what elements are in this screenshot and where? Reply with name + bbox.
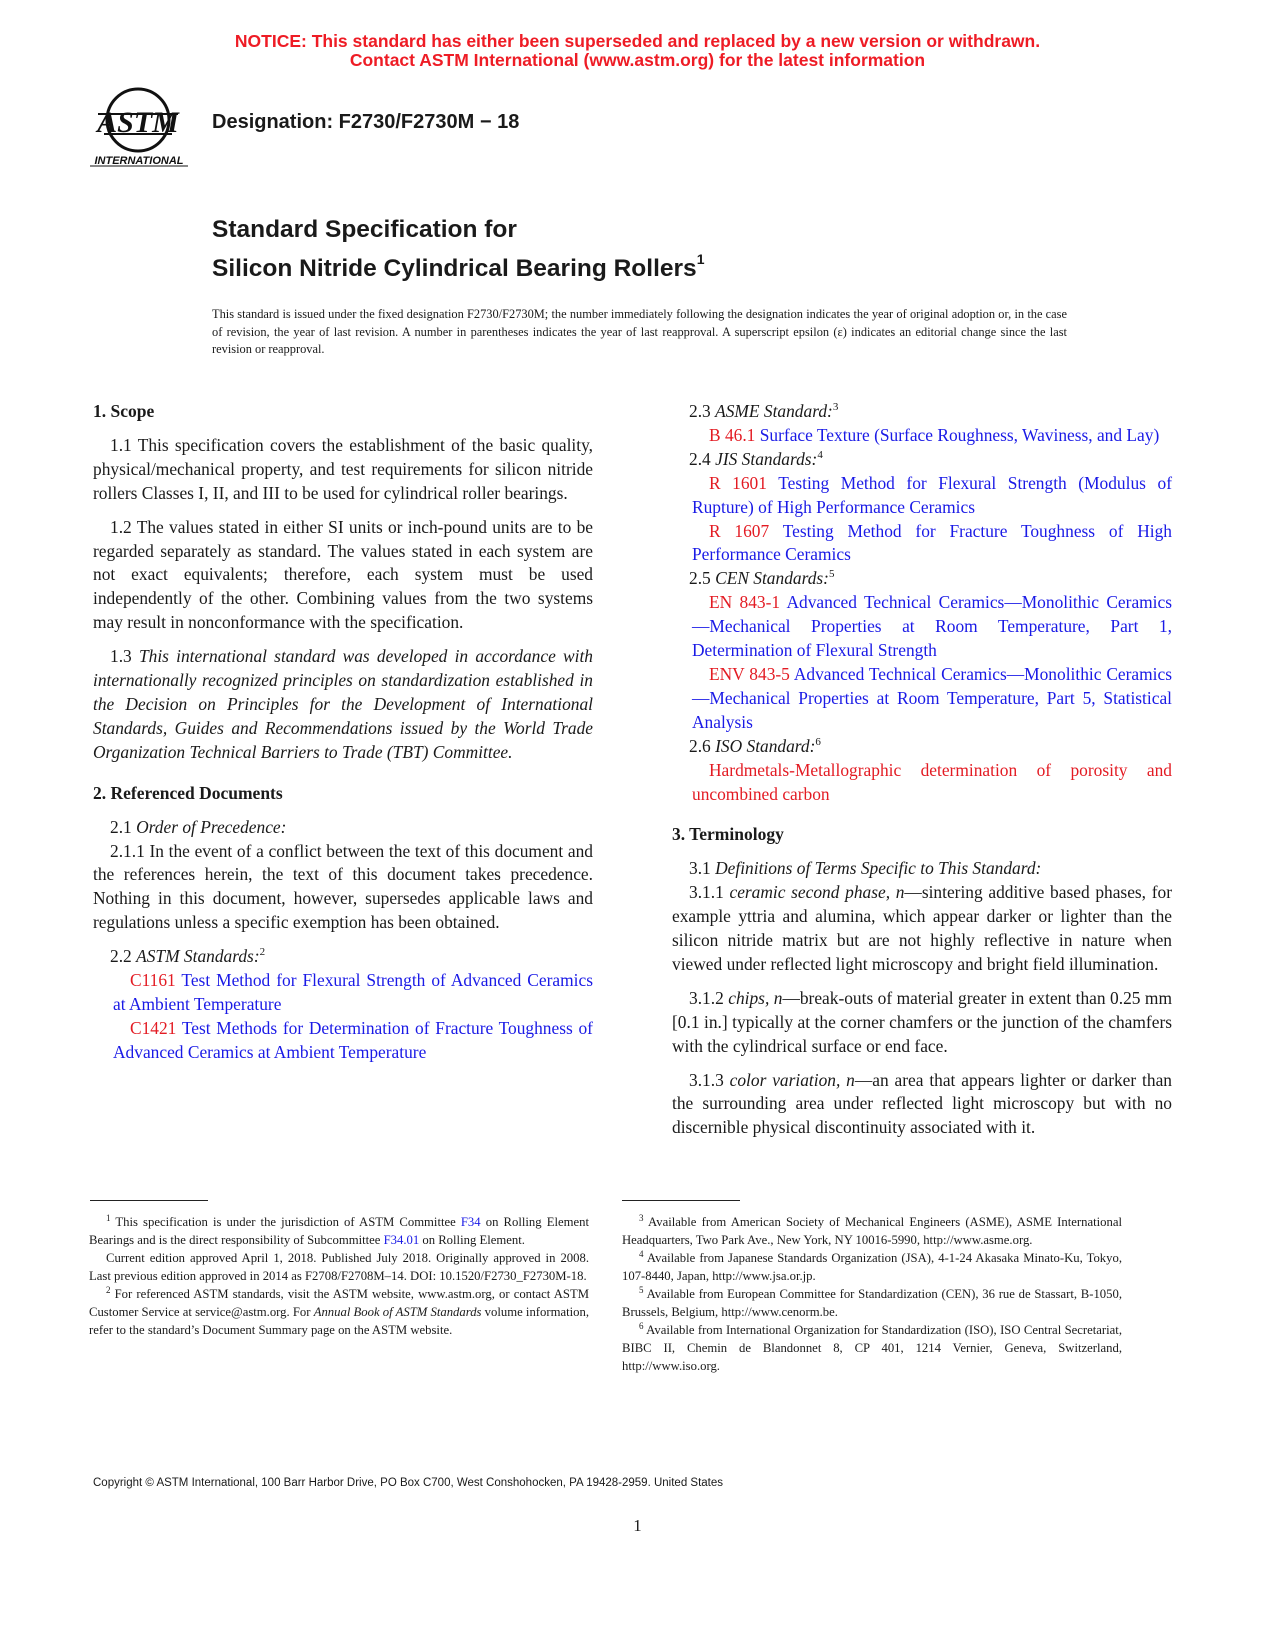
para-2-3: 2.3 ASME Standard:$^3$ [689, 401, 839, 421]
ref-c1421[interactable]: C1421 Test Methods for Determination of Fracture Toughness of Advanced Ceramics at Ambient Temperature [113, 1017, 593, 1062]
footnotes-right [622, 1213, 1122, 1375]
para-2-1: 2.1 Order of Precedence: [110, 816, 287, 837]
withdrawal-notice [0, 32, 1275, 70]
ref-en843-1[interactable]: EN 843-1 Advanced Technical Ceramics—Monolithic Ceramics—Mechanical Properties at Room Temperature, Part 1, Determination of Flexural Strength [692, 592, 1173, 661]
right-column [672, 400, 1172, 1140]
footnotes-left [89, 1213, 589, 1339]
para-2-2: 2.2 ASTM Standards:$^2$ [110, 946, 266, 967]
notice-line-1: NOTICE: This standard has either been superseded and replaced by a new version or withdrawn. [234, 31, 1041, 51]
para-1-1: 1.1 This specification covers the establishment of the basic quality, physical/mechanical property, and test requirements for silicon nitride rollers Classes I, II, and III to be used for cylindrical roller bearings. [93, 434, 593, 503]
para-2-5: 2.5 CEN Standards:$^5$ [689, 568, 835, 589]
left-column [93, 400, 593, 1065]
footnote-4: $^4$ Available from Japanese Standards Organization (JSA), 4-1-24 Akasaka Minato-Ku, Tokyo, 107-8440, Japan, http://www.jsa.or.jp. [622, 1248, 1122, 1283]
logo-international: INTERNATIONAL [94, 155, 184, 167]
document-title [212, 214, 704, 285]
footnote-rule-left [90, 1200, 208, 1201]
footnote-1-edition: Current edition approved April 1, 2018. Published July 2018. Originally approved in 2008. Last previous edition approved in 2014 as F2708/F2708M–14. DOI: 10.1520/F2730_F2730M-18. [89, 1251, 589, 1283]
copyright: Copyright © ASTM International, 100 Barr Harbor Drive, PO Box C700, West Conshohocken, PA 19428-2959. United States [93, 1477, 724, 1489]
footnote-rule-right [622, 1200, 740, 1201]
page-number: 1 [633, 1516, 642, 1535]
footnote-5: $^5$ Available from European Committee for Standardization (CEN), 36 rue de Stassart, B-1050, Brussels, Belgium, http://www.cenorm.be. [622, 1284, 1122, 1319]
para-2-1-1: 2.1.1 In the event of a conflict between the text of this document and the references herein, the text of this document takes precedence. Nothing in this document, however, supersedes applicable laws and regulations unless a specific exemption has been obtained. [93, 840, 593, 933]
term-3-1-2: 3.1.2 chips, n—break-outs of material greater in extent than 0.25 mm [0.1 in.] typically at the corner chamfers or the junction of the chamfers with the cylindrical surface or end face. [672, 987, 1172, 1056]
footnote-3: $^3$ Available from American Society of Mechanical Engineers (ASME), ASME International Headquarters, Two Park Ave., New York, NY 10016-5990, http://www.asme.org. [622, 1212, 1122, 1247]
section-2-heading: 2. Referenced Documents [93, 782, 283, 803]
para-1-3: 1.3 This international standard was developed in accordance with internationally recognized principles on standardization established in the Decision on Principles for the Development of International Standards, Guides and Recommendations issued by the World Trade Organization Technical Barriers to Trade (TBT) Committee. [93, 646, 593, 762]
term-3-1-3: 3.1.3 color variation, n—an area that appears lighter or darker than the surrounding area under reflected light microscopy but with no discernible physical discontinuity associated with it. [672, 1069, 1172, 1138]
section-1-heading: 1. Scope [93, 401, 155, 421]
issuance-note: This standard is issued under the fixed designation F2730/F2730M; the number immediately following the designation indicates the year of original adoption or, in the case of revision, the year of last revision. A number in parentheses indicates the year of last reapproval. A superscript epsilon (ε) indicates an editorial change since the last revision or reapproval. [212, 307, 1067, 356]
link-f34-01[interactable]: F34.01 [383, 1233, 420, 1247]
ref-r1607[interactable]: R 1607 Testing Method for Fracture Toughness of High Performance Ceramics [692, 520, 1172, 565]
title-line-1: Standard Specification for [212, 216, 517, 243]
logo-letters: ASTM [97, 106, 179, 139]
ref-iso-porosity[interactable]: Hardmetals-Metallographic determination of porosity and uncombined carbon [692, 759, 1172, 804]
link-f34[interactable]: F34 [460, 1215, 481, 1229]
footnote-6: $^6$ Available from International Organization for Standardization (ISO), ISO Central Secretariat, BIBC II, Chemin de Blandonnet 8, CP 401, 1214 Vernier, Geneva, Switzerland, http://www.iso.org. [622, 1320, 1122, 1373]
ref-c1161[interactable]: C1161 Test Method for Flexural Strength of Advanced Ceramics at Ambient Temperature [113, 970, 593, 1014]
footnote-2: $^2$ For referenced ASTM standards, visit the ASTM website, www.astm.org, or contact ASTM Customer Service at service@astm.org. For Annual Book of ASTM Standards volume information, refer to the standard’s Document Summary page on the ASTM website. [89, 1284, 589, 1337]
ref-r1601[interactable]: R 1601 Testing Method for Flexural Strength (Modulus of Rupture) of High Performance Ceramics [692, 472, 1172, 517]
para-2-6: 2.6 ISO Standard:$^6$ [689, 735, 821, 756]
ref-env843-5[interactable]: ENV 843-5 Advanced Technical Ceramics—Monolithic Ceramics—Mechanical Properties at Room Temperature, Part 5, Statistical Analysis [692, 663, 1172, 732]
designation: Designation: F2730/F2730M − 18 [212, 111, 520, 133]
para-3-1: 3.1 Definitions of Terms Specific to This Standard: [689, 858, 1042, 879]
title-line-2: Silicon Nitride Cylindrical Bearing Rollers [212, 255, 697, 283]
para-1-2: 1.2 The values stated in either SI units or inch-pound units are to be regarded separately as standard. The values stated in each system are not exact equivalents; therefore, each system must be used independently of the other. Combining values from the two systems may result in nonconformance with the specification. [93, 516, 593, 633]
section-3-heading: 3. Terminology [672, 824, 784, 845]
footnote-1: $^1$ This specification is under the jurisdiction of ASTM Committee F34 on Rolling Element Bearings and is the direct responsibility of Subcommittee F34.01 on Rolling Element. [89, 1212, 589, 1247]
ref-b46-1[interactable]: B 46.1 Surface Texture (Surface Roughness, Waviness, and Lay) [709, 424, 1160, 445]
notice-line-2: Contact ASTM International (www.astm.org) for the latest information [349, 50, 926, 70]
para-2-4: 2.4 JIS Standards:$^4$ [689, 448, 823, 469]
term-3-1-1: 3.1.1 ceramic second phase, n—sintering additive based phases, for example yttria and alumina, which appear darker or lighter than the silicon nitride matrix but are not highly reflective in nature when viewed under reflected light microscopy and bright field illumination. [672, 882, 1172, 974]
title-footnote-mark: 1 [696, 251, 705, 267]
astm-logo [88, 86, 198, 178]
